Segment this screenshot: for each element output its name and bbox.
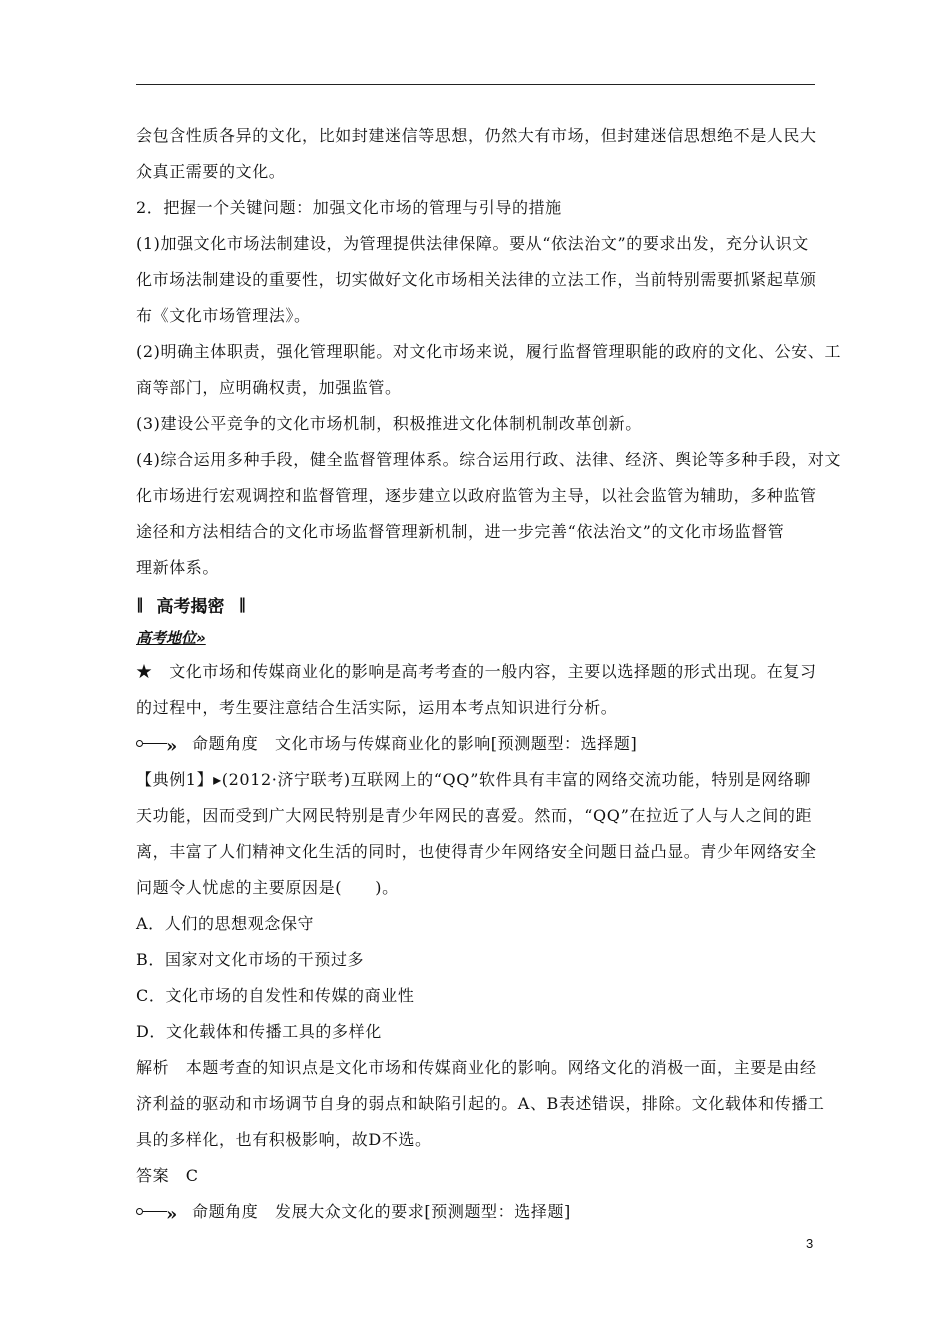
analysis: 解析 本题考查的知识点是文化市场和传媒商业化的影响。网络文化的消极一面，主要是由经 bbox=[136, 1058, 817, 1077]
measure-2: (2)明确主体职责，强化管理职能。对文化市场来说，履行监督管理职能的政府的文化、公安、工 bbox=[136, 342, 842, 361]
measure-1: 化市场法制建设的重要性，切实做好文化市场相关法律的立法工作，当前特别需要抓紧起草颁 bbox=[136, 270, 817, 289]
text-line: 会包含性质各异的文化，比如封建迷信等思想，仍然大有市场，但封建迷信思想绝不是人民大 bbox=[136, 126, 817, 145]
example-text: 天功能，因而受到广大网民特别是青少年网民的喜爱。然而，“QQ”在拉近了人与人之间的距 bbox=[136, 806, 813, 825]
measure-1: 布《文化市场管理法》。 bbox=[136, 306, 311, 325]
question-angle bbox=[136, 726, 816, 762]
option-c: C．文化市场的自发性和传媒的商业性 bbox=[136, 986, 415, 1005]
angle-label: 命题角度 发展大众文化的要求[预测题型：选择题] bbox=[192, 1202, 571, 1221]
exam-status: ★ 文化市场和传媒商业化的影响是高考考查的一般内容，主要以选择题的形式出现。在复习 bbox=[136, 662, 817, 681]
example-text: 【典例1】▸(2012·济宁联考)互联网上的“QQ”软件具有丰富的网络交流功能，特别是网络聊 bbox=[136, 770, 811, 789]
angle-label: 命题角度 文化市场与传媒商业化的影响[预测题型：选择题] bbox=[192, 734, 638, 753]
header-rule bbox=[136, 84, 815, 85]
option-d: D．文化载体和传播工具的多样化 bbox=[136, 1022, 382, 1041]
question-angle bbox=[136, 1194, 816, 1230]
page-content bbox=[136, 118, 842, 1230]
analysis: 具的多样化，也有积极影响，故D不选。 bbox=[136, 1130, 432, 1149]
measure-1: (1)加强文化市场法制建设，为管理提供法律保障。要从“依法治文”的要求出发，充分认识文 bbox=[136, 234, 809, 253]
analysis: 济利益的驱动和市场调节自身的弱点和缺陷引起的。A、B表述错误，排除。文化载体和传播工 bbox=[136, 1094, 825, 1113]
section-title: 高考揭密 bbox=[156, 596, 225, 617]
measure-2: 商等部门，应明确权责，加强监管。 bbox=[136, 378, 402, 397]
double-bar-icon: ‖ bbox=[136, 595, 143, 613]
page-number: 3 bbox=[806, 1236, 814, 1251]
measure-4: 化市场进行宏观调控和监督管理，逐步建立以政府监管为主导，以社会监管为辅助，多种监管 bbox=[136, 486, 817, 505]
example-text: 离，丰富了人们精神文化生活的同时，也使得青少年网络安全问题日益凸显。青少年网络安全 bbox=[136, 842, 817, 861]
example-text: 问题令人忧虑的主要原因是( )。 bbox=[136, 878, 399, 897]
text-line: 众真正需要的文化。 bbox=[136, 162, 286, 181]
option-b: B．国家对文化市场的干预过多 bbox=[136, 950, 365, 969]
measure-4: 途径和方法相结合的文化市场监督管理新机制，进一步完善“依法治文”的文化市场监督管 bbox=[136, 522, 785, 541]
subheading: 高考地位» bbox=[136, 629, 206, 647]
measure-4: 理新体系。 bbox=[136, 558, 220, 577]
arrow-icon bbox=[136, 737, 182, 751]
exam-status: 的过程中，考生要注意结合生活实际，运用本考点知识进行分析。 bbox=[136, 698, 618, 717]
section-heading bbox=[136, 586, 816, 622]
measure-3: (3)建设公平竞争的文化市场机制，积极推进文化体制机制改革创新。 bbox=[136, 414, 642, 433]
point-title: 2．把握一个关键问题：加强文化市场的管理与引导的措施 bbox=[136, 198, 562, 217]
answer: 答案 C bbox=[136, 1166, 199, 1185]
measure-4: (4)综合运用多种手段，健全监督管理体系。综合运用行政、法律、经济、舆论等多种手段，对文 bbox=[136, 450, 842, 469]
double-bar-icon: ‖ bbox=[238, 595, 245, 613]
arrow-icon bbox=[136, 1205, 182, 1219]
option-a: A．人们的思想观念保守 bbox=[136, 914, 315, 933]
